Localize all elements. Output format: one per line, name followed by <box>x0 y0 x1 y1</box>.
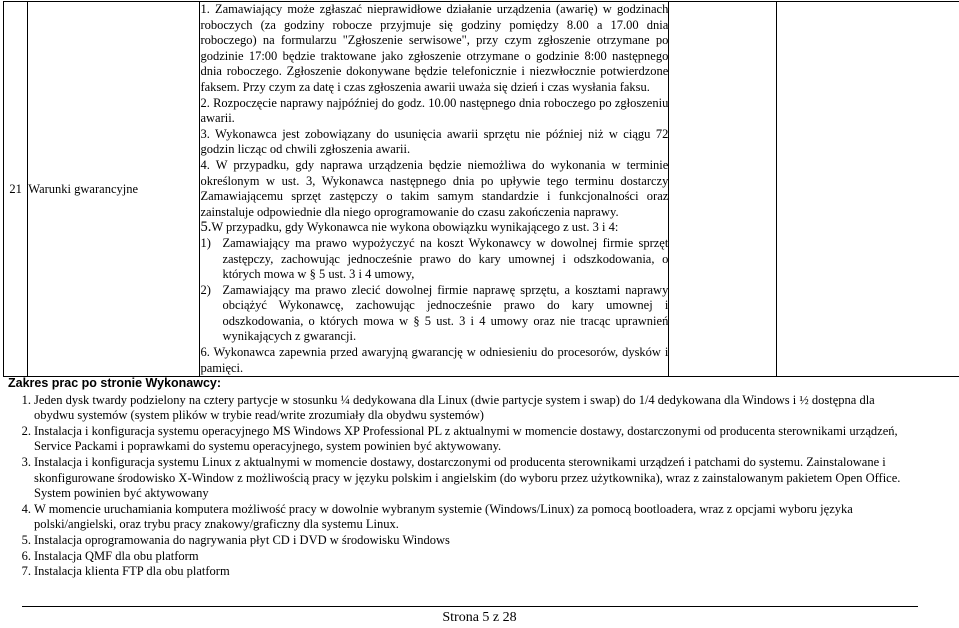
list-item-number: 6. <box>21 548 31 563</box>
list-item <box>3 549 903 565</box>
list-item <box>3 533 903 549</box>
list-item-text: Jeden dysk twardy podzielony na cztery partycje w stosunku ¼ dedykowana dla Linux (dwie partycje system i swap) do 1/4 dedykowana dla Windows i ½ dostępna dla obydwu systemów (system plików w trybie read/write zrozumiały dla obydwu systemów) <box>34 392 875 423</box>
scope-title: Zakres prac po stronie Wykonawcy: <box>8 376 222 390</box>
warranty-subitem-1 <box>200 236 668 283</box>
list-item-text: Instalacja i konfiguracja systemu Linux z aktualnymi w momencie dostawy, dostarczonymi od producenta sterownikami urządzeń i patchami do systemu. Zainstalowane i skonfigurowane środowisko X-Window z możliwością pracy w języku polskim i angielskim (do wyboru przez użytkownika), wraz z zainstalowanym pakietem Open Office. System powinien być aktywowany <box>34 454 901 501</box>
list-item-number: 5. <box>21 532 31 547</box>
warranty-subitem-2 <box>200 283 668 345</box>
footer-divider <box>22 606 918 607</box>
subitem-text: Zamawiający ma prawo wypożyczyć na koszt Wykonawcy w dowolnej firmie sprzęt zastępczy, zachowując jednocześnie prawo do kary umownej i odszkodowania, o których mowa w § 5 ust. 3 i 4 umowy, <box>222 235 669 282</box>
list-item <box>3 424 903 455</box>
paragraph-5-number: 5. <box>200 219 212 236</box>
paragraph-5-text: W przypadku, gdy Wykonawca nie wykona obowiązku wynikającego z ust. 3 i 4: <box>211 220 619 235</box>
list-item-text: Instalacja oprogramowania do nagrywania płyt CD i DVD w środowisku Windows <box>34 532 450 547</box>
list-item-number: 4. <box>21 501 31 516</box>
subitem-text: Zamawiający ma prawo zlecić dowolnej firmie naprawę sprzętu, a kosztami naprawy obciążyć Wykonawcę, zachowując jednocześnie prawo do kary umownej i odszkodowania, o których mowa w § 5 ust. 3 i 4 umowy oraz nie tracąc uprawnień wynikających z gwarancji. <box>222 282 669 344</box>
list-item-text: Instalacja klienta FTP dla obu platform <box>34 564 230 579</box>
list-item-number: 2. <box>21 423 31 438</box>
warranty-terms-cell <box>200 2 669 377</box>
empty-cell <box>669 2 776 377</box>
empty-cell <box>776 2 959 377</box>
list-item-text: Instalacja i konfiguracja systemu operacyjnego MS Windows XP Professional PL z aktualnymi w momencie dostawy, dostarczonymi od producenta sterownikami urządzeń, Service Packami i poprawkami do systemu operacyjnego, system powinien być aktywowany. <box>34 423 898 454</box>
scope-of-work-section <box>3 376 903 580</box>
warranty-paragraph-6: 6. Wykonawca zapewnia przed awaryjną gwarancję w odniesieniu do procesorów, dysków i pamięci. <box>200 345 669 375</box>
list-item <box>3 502 903 533</box>
list-item <box>3 393 903 424</box>
list-item-text: Instalacja QMF dla obu platform <box>34 548 199 563</box>
scope-list <box>3 393 903 580</box>
page-number: Strona 5 z 28 <box>442 610 517 625</box>
row-number: 21 <box>4 2 28 377</box>
list-item-number: 1. <box>21 392 31 407</box>
warranty-paragraph-1: 1. Zamawiający może zgłaszać nieprawidłowe działanie urządzenia (awarię) w godzinach roboczych (za godziny robocze przyjmuje się godziny pomiędzy 8.00 a 17.00 dnia roboczego) na formularzu "Zgłoszenie serwisowe", przy czym zgłoszenie otrzymane po godzinie 17:00 będzie traktowane jako zgłoszenie otrzymane o godzinie 8:00 następnego dnia roboczego. Zgłoszenie dokonywane będzie telefonicznie i niezwłocznie potwierdzone faksem. Przy czym za datę i czas zgłoszenia awarii uważa się dzień i czas wysłania faksu. <box>200 2 669 94</box>
list-item-text: W momencie uruchamiania komputera możliwość pracy w dowolnie wybranym systemie (Windows/Linux) za pomocą bootloadera, wraz z opcjami wyboru języka polski/angielski, oraz trybu pracy znakowy/graficzny dla systemu Linux. <box>34 501 853 532</box>
subitem-number: 2) <box>200 282 211 297</box>
list-item <box>3 455 903 502</box>
warranty-paragraph-4: 4. W przypadku, gdy naprawa urządzenia będzie niemożliwa do wykonania w terminie określonym w ust. 3, Wykonawca następnego dnia po upływie tego terminu dostarczy Zamawiającemu sprzęt zastępczy o takim samym standardzie i funkcjonalności oraz zainstaluje odpowiednie dla niego oprogramowanie do czasu zakończenia naprawy. <box>200 157 669 219</box>
subitem-number: 1) <box>200 235 211 250</box>
list-item-number: 7. <box>21 564 31 579</box>
requirements-table <box>3 1 959 377</box>
list-item-number: 3. <box>21 454 31 469</box>
warranty-paragraph-2: 2. Rozpoczęcie naprawy najpóźniej do godz. 10.00 następnego dnia roboczego po zgłoszeniu awarii. <box>200 95 669 126</box>
warranty-paragraph-5 <box>200 220 668 236</box>
row-label: Warunki gwarancyjne <box>28 2 200 377</box>
table-row <box>4 2 959 377</box>
list-item <box>3 564 903 580</box>
warranty-paragraph-3: 3. Wykonawca jest zobowiązany do usunięcia awarii sprzętu nie później niż w ciągu 72 godzin licząc od chwili zgłoszenia awarii. <box>200 126 669 157</box>
